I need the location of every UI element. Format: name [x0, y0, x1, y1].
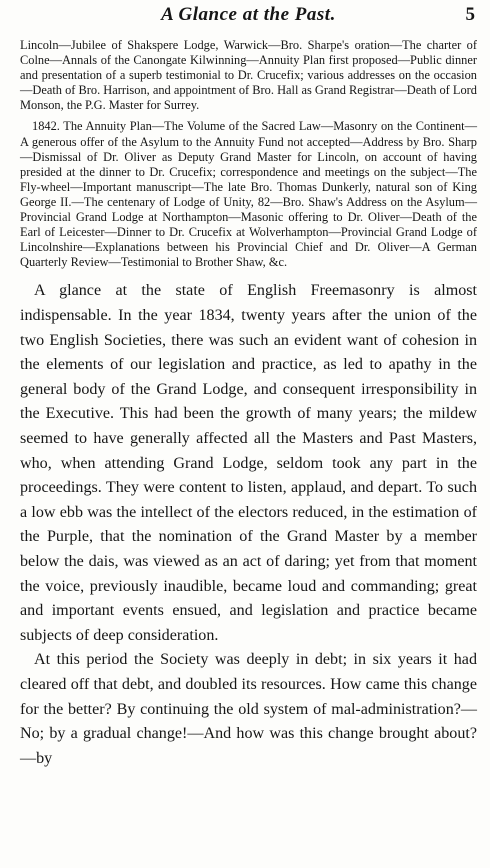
book-page	[20, 0, 477, 868]
summary-paragraph: 1842. The Annuity Plan—The Volume of the Sacred Law—Masonry on the Continent—A generous offer of the Asylum to the Annuity Fund not accepted—Address by Bro. Sharp—Dismissal of Dr. Oliver as Deputy Grand Master for Lincoln, on account of having presided at the dinner to Dr. Crucefix; correspondence and meetings on the subject—The Fly-wheel—Important manuscript—The late Bro. Thomas Dunkerly, natural son of King George II.—The centenary of Lodge of Unity, 82—Bro. Shaw's Address on the Asylum—Provincial Grand Lodge at Northampton—Masonic offering to Dr. Oliver—Death of the Earl of Leicester—Dinner to Dr. Crucefix at Wolverhampton—Provincial Grand Lodge of Lincolnshire—Explanations between his Provincial Chief and Dr. Oliver—A German Quarterly Review—Testimonial to Brother Shaw, &c.	[20, 119, 477, 270]
body-text	[20, 279, 477, 771]
running-title: A Glance at the Past.	[161, 4, 336, 25]
summary-paragraph: Lincoln—Jubilee of Shakspere Lodge, Warwick—Bro. Sharpe's oration—The charter of Colne—Annals of the Canongate Kilwinning—Annuity Plan first proposed—Public dinner and presentation of a superb testimonial to Dr. Crucefix; various addresses on the occasion—Death of Bro. Harrison, and appointment of Bro. Hall as Grand Registrar—Death of Lord Monson, the P.G. Master for Surrey.	[20, 38, 477, 113]
chapter-summary	[20, 38, 477, 270]
page-number: 5	[465, 4, 475, 25]
body-paragraph: At this period the Society was deeply in debt; in six years it had cleared off that debt, and doubled its resources. How came this change for the better? By continuing the old system of mal-administration?—No; by a gradual change!—And how was this change brought about?—by	[20, 651, 477, 767]
body-paragraph: A glance at the state of English Freemasonry is almost indispensable. In the year 1834, twenty years after the union of the two English Societies, there was such an evident want of cohesion in the elements of our legislation and practice, as led to apathy in the general body of the Grand Lodge, and consequent irresponsibility in the Executive. This had been the growth of many years; the mildew seemed to have generally affected all the Masters and Past Masters, who, when attending Grand Lodge, seldom took any part in the proceedings. They were content to listen, applaud, and depart. To such a low ebb was the intellect of the electors reduced, in the estimation of the Purple, that the nomination of the Grand Master by a member below the dais, was viewed as an act of daring; yet from that moment the voice, previously inaudible, became loud and commanding; great and important events ensued, and legislation and practice became subjects of deep consideration.	[20, 282, 477, 644]
running-header	[20, 0, 477, 30]
